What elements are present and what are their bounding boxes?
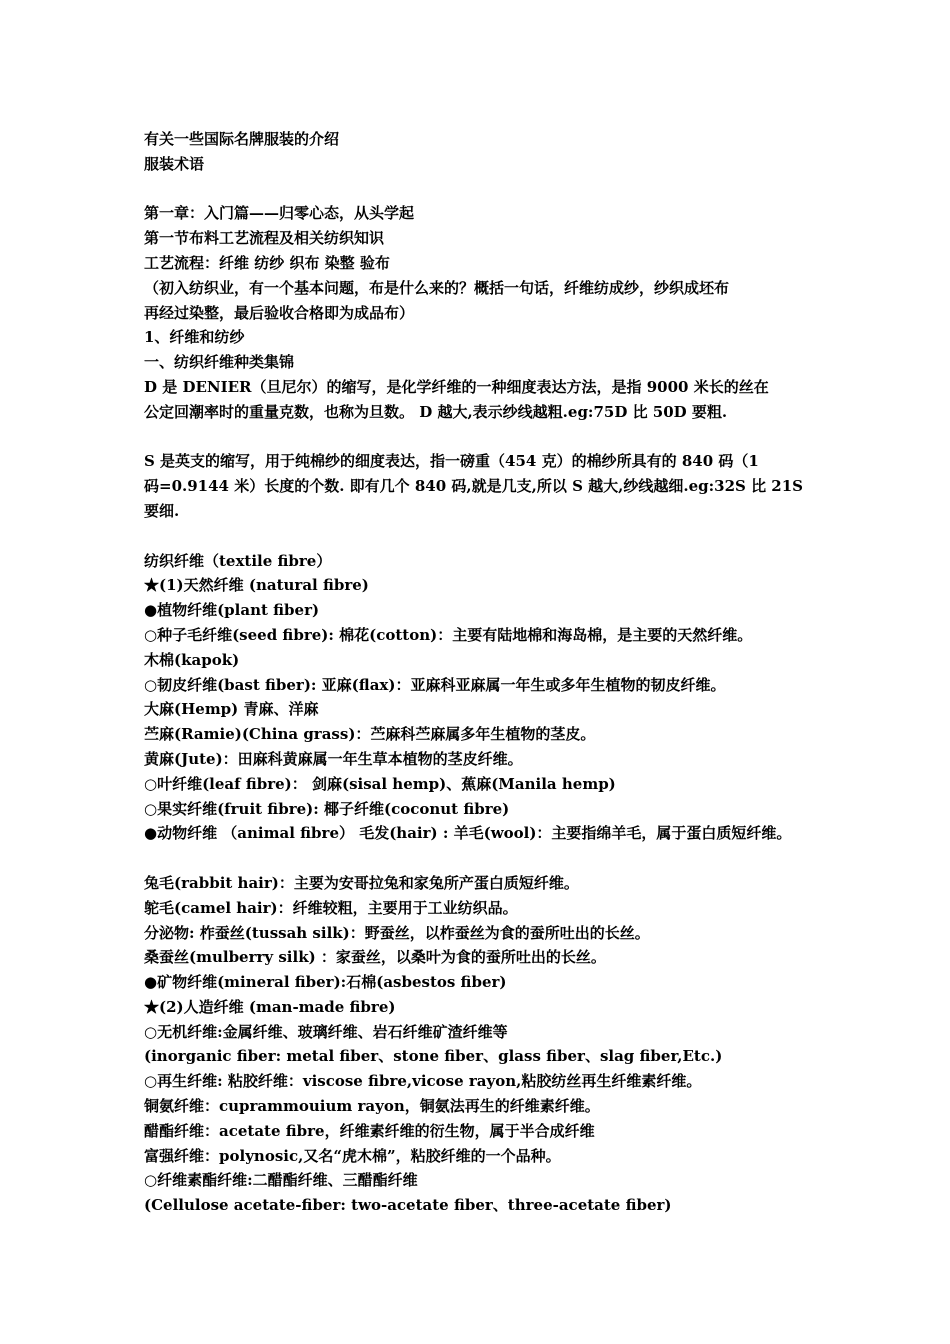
subsection-heading: 一、纺织纤维种类集锦 xyxy=(144,353,295,372)
text-line: 醋酯纤维：acetate fibre，纤维素纤维的衍生物，属于半合成纤维 xyxy=(144,1121,595,1140)
text-line: 大麻(Hemp) 青麻、洋麻 xyxy=(144,700,319,719)
text-line: ○果实纤维(fruit fibre): 椰子纤维(coconut fibre) xyxy=(144,799,510,818)
text-line: S 是英支的缩写，用于纯棉纱的细度表达，指一磅重（454 克）的棉纱所具有的 840 码（1 xyxy=(144,452,759,471)
text-line: 纺织纤维（textile fibre） xyxy=(144,551,332,570)
text-line: (inorganic fiber: metal fiber、stone fiber、glass fiber、slag fiber,Etc.) xyxy=(144,1047,723,1066)
text-line: ○韧皮纤维(bast fiber): 亚麻(flax)：亚麻科亚麻属一年生或多年生植物的韧皮纤维。 xyxy=(144,675,726,694)
text-line: ○叶纤维(leaf fibre)： 剑麻(sisal hemp)、蕉麻(Manila hemp) xyxy=(144,774,616,793)
document-body xyxy=(144,127,834,1218)
text-line: 公定回潮率时的重量克数，也称为旦数。 D 越大,表示纱线越粗.eg:75D 比 50D 要粗. xyxy=(144,402,728,421)
text-line: D 是 DENIER（旦尼尔）的缩写，是化学纤维的一种细度表达方法，是指 9000 米长的丝在 xyxy=(144,377,769,396)
text-line: ○纤维素酯纤维:二醋酯纤维、三醋酯纤维 xyxy=(144,1171,418,1190)
text-line: （初入纺织业，有一个基本问题，布是什么来的？概括一句话，纤维纺成纱，纱织成坯布 xyxy=(144,278,730,297)
section-heading: 第一节布料工艺流程及相关纺织知识 xyxy=(144,229,385,248)
text-line: 铜氨纤维：cuprammouium rayon，铜氨法再生的纤维素纤维。 xyxy=(144,1097,600,1116)
text-line: 要细. xyxy=(144,501,180,520)
text-line: 工艺流程：纤维 纺纱 织布 染整 验布 xyxy=(144,253,390,272)
blank-line xyxy=(144,177,834,202)
text-line: ○再生纤维: 粘胶纤维：viscose fibre,vicose rayon,粘胶纺丝再生纤维素纤维。 xyxy=(144,1072,702,1091)
text-line: 再经过染整，最后验收合格即为成品布） xyxy=(144,303,415,322)
text-line: 木棉(kapok) xyxy=(144,650,240,669)
chapter-heading: 第一章：入门篇——归零心态，从头学起 xyxy=(144,204,415,223)
text-line: 鸵毛(camel hair)：纤维较粗，主要用于工业纺织品。 xyxy=(144,898,518,917)
text-line: 码=0.9144 米）长度的个数. 即有几个 840 码,就是几支,所以 S 越大,纱线越细.eg:32S 比 21S xyxy=(144,477,803,496)
text-line: ●植物纤维(plant fiber) xyxy=(144,601,320,620)
text-line: ○种子毛纤维(seed fibre): 棉花(cotton)：主要有陆地棉和海岛棉，是主要的天然纤维。 xyxy=(144,625,753,644)
text-line: 分泌物: 柞蚕丝(tussah silk)：野蚕丝，以柞蚕丝为食的蚕所吐出的长丝。 xyxy=(144,923,650,942)
text-line: (Cellulose acetate-fiber: two-acetate fiber、three-acetate fiber) xyxy=(144,1196,672,1215)
document-subtitle: 服装术语 xyxy=(144,154,205,173)
text-line: ★(1)天然纤维 (natural fibre) xyxy=(144,576,369,595)
subsection-heading: 1、纤维和纺纱 xyxy=(144,328,245,347)
text-line: ●矿物纤维(mineral fiber):石棉(asbestos fiber) xyxy=(144,973,507,992)
blank-line xyxy=(144,524,834,549)
text-line: 苎麻(Ramie)(China grass)：苎麻科苎麻属多年生植物的茎皮。 xyxy=(144,725,596,744)
text-line: 富强纤维：polynosic,又名“虎木棉”，粘胶纤维的一个品种。 xyxy=(144,1146,561,1165)
blank-line xyxy=(144,425,834,450)
text-line: ●动物纤维 （animal fibre） 毛发(hair) : 羊毛(wool)：主要指绵羊毛，属于蛋白质短纤维。 xyxy=(144,824,792,843)
text-line: ○无机纤维:金属纤维、玻璃纤维、岩石纤维矿渣纤维等 xyxy=(144,1022,508,1041)
text-line: 黄麻(Jute)：田麻科黄麻属一年生草本植物的茎皮纤维。 xyxy=(144,749,523,768)
blank-line xyxy=(144,846,834,871)
text-line: ★(2)人造纤维 (man-made fibre) xyxy=(144,997,396,1016)
document-title: 有关一些国际名牌服装的介绍 xyxy=(144,130,340,148)
text-line: 桑蚕丝(mulberry silk) ：家蚕丝，以桑叶为食的蚕所吐出的长丝。 xyxy=(144,948,606,967)
text-line: 兔毛(rabbit hair)：主要为安哥拉兔和家兔所产蛋白质短纤维。 xyxy=(144,873,579,892)
